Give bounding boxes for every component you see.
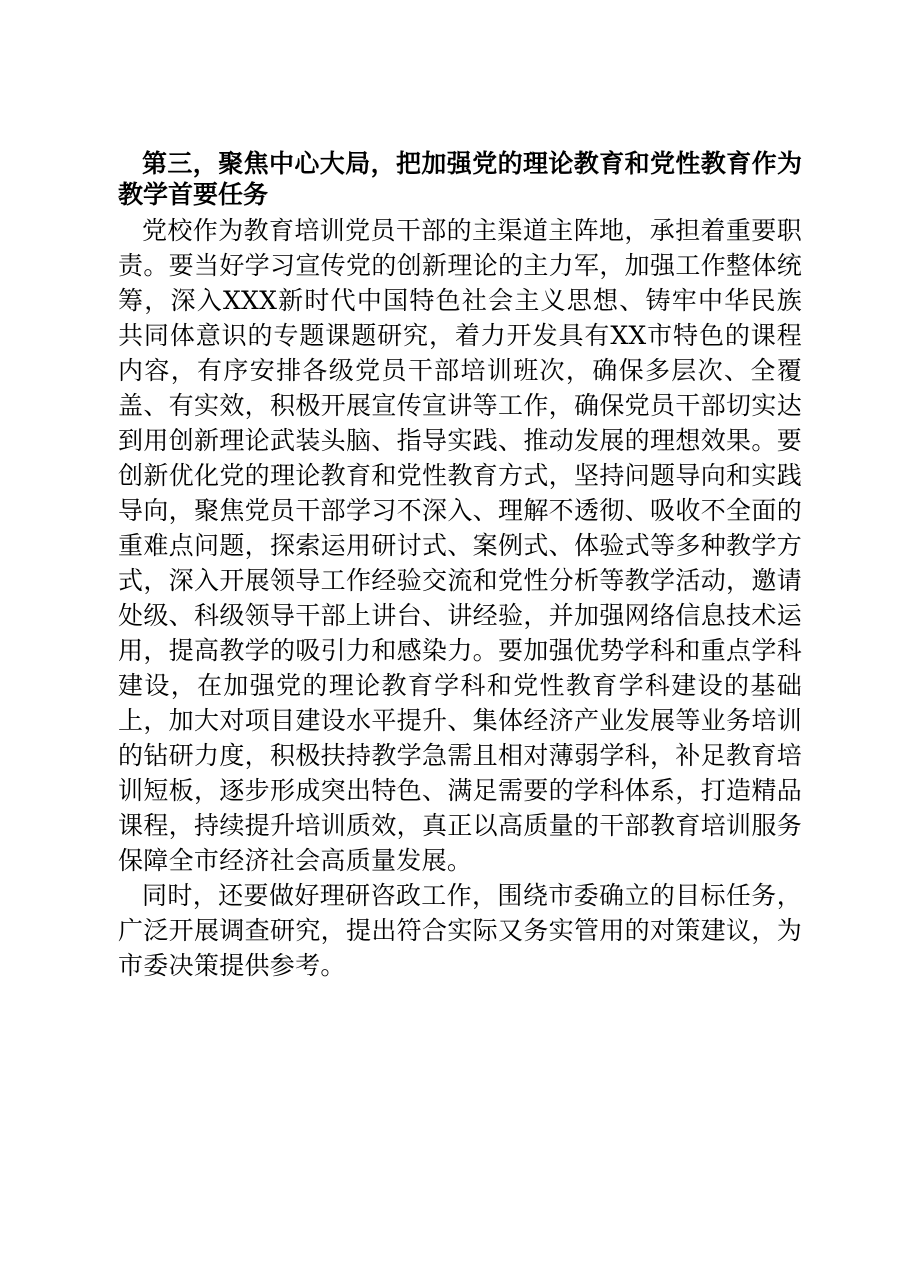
- body-paragraph-2: 同时，还要做好理研咨政工作，围绕市委确立的目标任务，广泛开展调查研究，提出符合实际又务实管用的对策建议，为市委决策提供参考。: [118, 881, 802, 980]
- section-heading: 第三，聚焦中心大局，把加强党的理论教育和党性教育作为教学首要任务: [118, 149, 802, 209]
- document-body: [118, 148, 802, 983]
- body-paragraph-1: 党校作为教育培训党员干部的主渠道主阵地，承担着重要职责。要当好学习宣传党的创新理论的主力军，加强工作整体统筹，深入XXX新时代中国特色社会主义思想、铸牢中华民族共同体意识的专题课题研究，着力开发具有XX市特色的课程内容，有序安排各级党员干部培训班次，确保多层次、全覆盖、有实效，积极开展宣传宣讲等工作，确保党员干部切实达到用创新理论武装头脑、指导实践、推动发展的理想效果。要创新优化党的理论教育和党性教育方式，坚持问题导向和实践导向，聚焦党员干部学习不深入、理解不透彻、吸收不全面的重难点问题，探索运用研讨式、案例式、体验式等多种教学方式，深入开展领导工作经验交流和党性分析等教学活动，邀请处级、科级领导干部上讲台、讲经验，并加强网络信息技术运用，提高教学的吸引力和感染力。要加强优势学科和重点学科建设，在加强党的理论教育学科和党性教育学科建设的基础上，加大对项目建设水平提升、集体经济产业发展等业务培训的钻研力度，积极扶持教学急需且相对薄弱学科，补足教育培训短板，逐步形成突出特色、满足需要的学科体系，打造精品课程，持续提升培训质效，真正以高质量的干部教育培训服务保障全市经济社会高质量发展。: [118, 216, 802, 875]
